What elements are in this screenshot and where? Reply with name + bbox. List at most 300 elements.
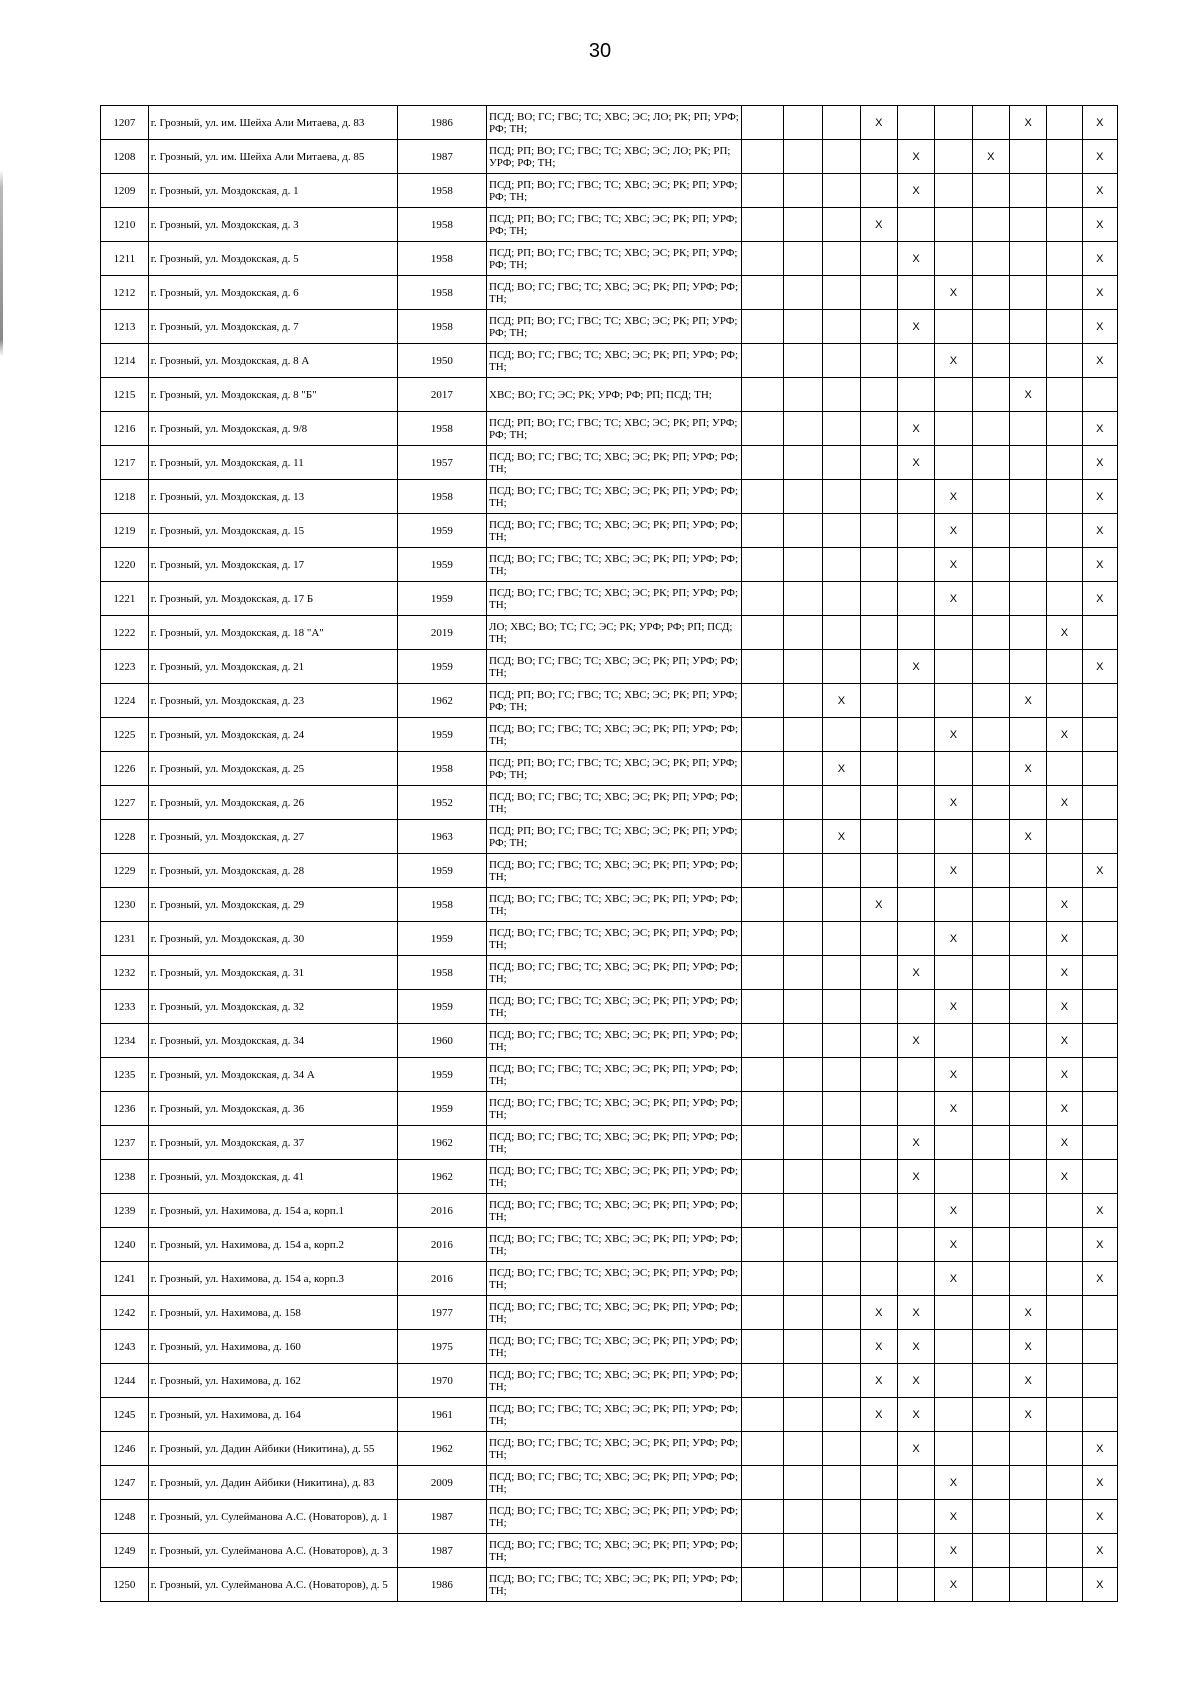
mark-cell: X [935,582,972,616]
mark-cell [972,888,1009,922]
mark-cell [783,140,822,174]
mark-cell: X [1047,888,1082,922]
mark-cell [742,1364,784,1398]
works-list-cell: ПСД; ВО; ГС; ГВС; ТС; ХВС; ЭС; РК; РП; УРФ; РФ; ТН; [487,1262,742,1296]
table-row [101,820,1118,854]
mark-cell [860,140,897,174]
mark-cell: X [972,140,1009,174]
mark-cell [935,412,972,446]
mark-cell [1047,1568,1082,1602]
mark-cell [860,1092,897,1126]
row-number: 1214 [101,344,149,378]
mark-cell [823,1194,860,1228]
mark-cell [783,616,822,650]
mark-cell: X [935,922,972,956]
mark-cell [1009,956,1046,990]
mark-cell [935,1024,972,1058]
mark-cell: X [860,208,897,242]
mark-cell: X [1082,1568,1117,1602]
mark-cell [1009,174,1046,208]
table-row [101,718,1118,752]
mark-cell [823,1568,860,1602]
scan-edge-shadow [0,0,3,1697]
mark-cell [783,310,822,344]
mark-cell [742,344,784,378]
works-list-cell: ПСД; РП; ВО; ГС; ГВС; ТС; ХВС; ЭС; РК; РП; УРФ; РФ; ТН; [487,310,742,344]
table-row [101,548,1118,582]
mark-cell: X [1009,684,1046,718]
year-cell: 1950 [397,344,486,378]
mark-cell [783,378,822,412]
mark-cell [972,1262,1009,1296]
mark-cell [897,1568,934,1602]
mark-cell [783,1262,822,1296]
mark-cell [783,1330,822,1364]
mark-cell: X [935,786,972,820]
mark-cell [935,1398,972,1432]
mark-cell [1009,1160,1046,1194]
mark-cell: X [1009,1330,1046,1364]
mark-cell: X [1047,922,1082,956]
mark-cell: X [1047,1092,1082,1126]
mark-cell [1009,888,1046,922]
mark-cell [897,1194,934,1228]
mark-cell [783,174,822,208]
table-row [101,582,1118,616]
mark-cell [935,208,972,242]
works-list-cell: ПСД; ВО; ГС; ГВС; ТС; ХВС; ЭС; РК; РП; УРФ; РФ; ТН; [487,786,742,820]
mark-cell [860,1058,897,1092]
mark-cell: X [1082,1194,1117,1228]
row-number: 1207 [101,106,149,140]
table-row [101,1534,1118,1568]
row-number: 1245 [101,1398,149,1432]
address-cell: г. Грозный, ул. Моздокская, д. 1 [148,174,397,208]
mark-cell: X [897,446,934,480]
table-row [101,242,1118,276]
mark-cell [823,650,860,684]
mark-cell [860,990,897,1024]
mark-cell [742,582,784,616]
row-number: 1208 [101,140,149,174]
works-list-cell: ПСД; ВО; ГС; ГВС; ТС; ХВС; ЭС; РК; РП; УРФ; РФ; ТН; [487,956,742,990]
address-cell: г. Грозный, ул. Моздокская, д. 15 [148,514,397,548]
mark-cell [1009,1500,1046,1534]
mark-cell [1009,1466,1046,1500]
mark-cell [823,1160,860,1194]
mark-cell [783,446,822,480]
row-number: 1215 [101,378,149,412]
mark-cell: X [935,514,972,548]
mark-cell [1082,1058,1117,1092]
mark-cell [972,174,1009,208]
mark-cell [1009,310,1046,344]
mark-cell [823,956,860,990]
mark-cell [972,1194,1009,1228]
mark-cell [823,1058,860,1092]
table-row [101,1126,1118,1160]
row-number: 1237 [101,1126,149,1160]
mark-cell [742,1534,784,1568]
mark-cell [1047,854,1082,888]
mark-cell [1009,1568,1046,1602]
mark-cell [1009,718,1046,752]
mark-cell [1082,1364,1117,1398]
mark-cell [783,480,822,514]
mark-cell [742,1330,784,1364]
mark-cell [972,854,1009,888]
mark-cell: X [935,276,972,310]
table-row [101,684,1118,718]
row-number: 1225 [101,718,149,752]
mark-cell [742,820,784,854]
mark-cell [823,344,860,378]
row-number: 1217 [101,446,149,480]
mark-cell [1047,242,1082,276]
row-number: 1242 [101,1296,149,1330]
mark-cell [1047,208,1082,242]
mark-cell [972,208,1009,242]
mark-cell: X [1047,786,1082,820]
address-cell: г. Грозный, ул. им. Шейха Али Митаева, д. 83 [148,106,397,140]
mark-cell [742,1126,784,1160]
table-row [101,1296,1118,1330]
mark-cell [783,1194,822,1228]
mark-cell [1047,752,1082,786]
mark-cell [783,1568,822,1602]
year-cell: 1959 [397,548,486,582]
mark-cell [823,276,860,310]
table-row [101,1330,1118,1364]
mark-cell [783,1092,822,1126]
mark-cell [1047,344,1082,378]
mark-cell [1047,582,1082,616]
mark-cell [1009,1058,1046,1092]
table-row [101,1500,1118,1534]
year-cell: 1958 [397,956,486,990]
mark-cell [897,1500,934,1534]
mark-cell [742,752,784,786]
mark-cell [860,480,897,514]
address-cell: г. Грозный, ул. Нахимова, д. 164 [148,1398,397,1432]
mark-cell [860,1126,897,1160]
mark-cell: X [935,854,972,888]
mark-cell: X [1082,1466,1117,1500]
mark-cell: X [935,1568,972,1602]
mark-cell: X [1082,276,1117,310]
table-row [101,344,1118,378]
mark-cell [742,1296,784,1330]
row-number: 1238 [101,1160,149,1194]
mark-cell [783,1534,822,1568]
mark-cell: X [1009,752,1046,786]
mark-cell: X [1009,1364,1046,1398]
mark-cell [783,956,822,990]
mark-cell [1082,888,1117,922]
mark-cell [897,514,934,548]
mark-cell: X [935,480,972,514]
works-list-cell: ПСД; РП; ВО; ГС; ГВС; ТС; ХВС; ЭС; РК; РП; УРФ; РФ; ТН; [487,174,742,208]
mark-cell [823,854,860,888]
mark-cell [783,1432,822,1466]
row-number: 1221 [101,582,149,616]
page-number: 30 [588,40,612,62]
mark-cell: X [1047,1126,1082,1160]
mark-cell [897,1466,934,1500]
mark-cell [742,242,784,276]
mark-cell [1009,582,1046,616]
mark-cell [1009,412,1046,446]
year-cell: 1957 [397,446,486,480]
housing-registry-table [100,105,1118,1602]
mark-cell: X [897,956,934,990]
row-number: 1243 [101,1330,149,1364]
works-list-cell: ПСД; ВО; ГС; ГВС; ТС; ХВС; ЭС; РК; РП; УРФ; РФ; ТН; [487,344,742,378]
mark-cell [1009,548,1046,582]
mark-cell [783,106,822,140]
mark-cell [972,582,1009,616]
mark-cell [1009,616,1046,650]
mark-cell [860,956,897,990]
mark-cell [783,820,822,854]
row-number: 1224 [101,684,149,718]
row-number: 1220 [101,548,149,582]
mark-cell [972,1466,1009,1500]
table-row [101,1024,1118,1058]
mark-cell [783,684,822,718]
mark-cell [972,1364,1009,1398]
mark-cell: X [1082,1262,1117,1296]
table-row [101,174,1118,208]
mark-cell [1047,1534,1082,1568]
mark-cell [1047,684,1082,718]
mark-cell [1009,242,1046,276]
mark-cell [860,1568,897,1602]
mark-cell [1009,1024,1046,1058]
works-list-cell: ПСД; ВО; ГС; ГВС; ТС; ХВС; ЭС; РК; РП; УРФ; РФ; ТН; [487,548,742,582]
table-row [101,1432,1118,1466]
mark-cell [860,1194,897,1228]
mark-cell: X [1047,1160,1082,1194]
mark-cell [823,1024,860,1058]
address-cell: г. Грозный, ул. Моздокская, д. 32 [148,990,397,1024]
mark-cell [972,242,1009,276]
mark-cell [1047,1262,1082,1296]
table-row [101,378,1118,412]
address-cell: г. Грозный, ул. Моздокская, д. 7 [148,310,397,344]
table-row [101,412,1118,446]
address-cell: г. Грозный, ул. Моздокская, д. 28 [148,854,397,888]
mark-cell [860,514,897,548]
mark-cell: X [860,1296,897,1330]
mark-cell [1047,1194,1082,1228]
mark-cell [860,1024,897,1058]
address-cell: г. Грозный, ул. Нахимова, д. 154 а, корп.3 [148,1262,397,1296]
mark-cell [1082,1398,1117,1432]
mark-cell [1047,480,1082,514]
mark-cell [823,1534,860,1568]
year-cell: 1962 [397,1432,486,1466]
mark-cell [1047,378,1082,412]
mark-cell: X [1082,1500,1117,1534]
mark-cell [1047,1330,1082,1364]
mark-cell: X [1082,344,1117,378]
year-cell: 1958 [397,276,486,310]
mark-cell [783,582,822,616]
mark-cell [742,106,784,140]
mark-cell [972,922,1009,956]
mark-cell: X [897,1160,934,1194]
mark-cell [1047,106,1082,140]
mark-cell [972,1568,1009,1602]
mark-cell: X [823,820,860,854]
mark-cell: X [935,1262,972,1296]
mark-cell [823,990,860,1024]
mark-cell: X [897,1432,934,1466]
works-list-cell: ПСД; ВО; ГС; ГВС; ТС; ХВС; ЭС; РК; РП; УРФ; РФ; ТН; [487,888,742,922]
mark-cell [742,1398,784,1432]
table-row [101,1262,1118,1296]
mark-cell [823,1296,860,1330]
mark-cell [897,106,934,140]
mark-cell: X [1082,650,1117,684]
mark-cell: X [897,1398,934,1432]
mark-cell: X [1047,718,1082,752]
mark-cell [897,1092,934,1126]
row-number: 1209 [101,174,149,208]
mark-cell [935,378,972,412]
year-cell: 2009 [397,1466,486,1500]
table-row [101,888,1118,922]
mark-cell [897,1262,934,1296]
mark-cell [972,786,1009,820]
row-number: 1249 [101,1534,149,1568]
address-cell: г. Грозный, ул. Моздокская, д. 8 "Б" [148,378,397,412]
mark-cell [1047,1500,1082,1534]
mark-cell [1009,208,1046,242]
mark-cell: X [1082,1534,1117,1568]
address-cell: г. Грозный, ул. Моздокская, д. 24 [148,718,397,752]
mark-cell [935,956,972,990]
year-cell: 1958 [397,412,486,446]
mark-cell: X [1082,174,1117,208]
year-cell: 1977 [397,1296,486,1330]
mark-cell [897,582,934,616]
mark-cell: X [935,548,972,582]
mark-cell: X [1082,854,1117,888]
year-cell: 1959 [397,922,486,956]
works-list-cell: ПСД; РП; ВО; ГС; ГВС; ТС; ХВС; ЭС; РК; РП; УРФ; РФ; ТН; [487,412,742,446]
row-number: 1218 [101,480,149,514]
mark-cell [1047,1364,1082,1398]
mark-cell [897,752,934,786]
mark-cell [783,276,822,310]
mark-cell [860,684,897,718]
mark-cell [783,1058,822,1092]
year-cell: 1959 [397,854,486,888]
address-cell: г. Грозный, ул. Моздокская, д. 27 [148,820,397,854]
row-number: 1229 [101,854,149,888]
mark-cell [823,412,860,446]
mark-cell: X [897,174,934,208]
mark-cell: X [1047,616,1082,650]
year-cell: 1987 [397,140,486,174]
year-cell: 1959 [397,1058,486,1092]
mark-cell [742,786,784,820]
mark-cell [823,480,860,514]
year-cell: 1986 [397,106,486,140]
mark-cell [1082,786,1117,820]
mark-cell: X [1009,1296,1046,1330]
mark-cell [972,1160,1009,1194]
mark-cell [823,446,860,480]
address-cell: г. Грозный, ул. Моздокская, д. 11 [148,446,397,480]
mark-cell [1082,1126,1117,1160]
address-cell: г. Грозный, ул. Моздокская, д. 26 [148,786,397,820]
mark-cell [823,242,860,276]
table-row [101,616,1118,650]
mark-cell [935,616,972,650]
mark-cell [1082,752,1117,786]
mark-cell [935,446,972,480]
row-number: 1227 [101,786,149,820]
mark-cell [972,752,1009,786]
row-number: 1233 [101,990,149,1024]
mark-cell [935,1126,972,1160]
works-list-cell: ПСД; ВО; ГС; ГВС; ТС; ХВС; ЭС; РК; РП; УРФ; РФ; ТН; [487,446,742,480]
address-cell: г. Грозный, ул. Моздокская, д. 18 "А" [148,616,397,650]
mark-cell: X [897,1330,934,1364]
works-list-cell: ПСД; ВО; ГС; ГВС; ТС; ХВС; ЭС; РК; РП; УРФ; РФ; ТН; [487,582,742,616]
year-cell: 1959 [397,650,486,684]
mark-cell [783,514,822,548]
mark-cell [823,378,860,412]
mark-cell [860,1262,897,1296]
mark-cell [1082,718,1117,752]
mark-cell [783,786,822,820]
mark-cell: X [935,1058,972,1092]
mark-cell: X [897,140,934,174]
mark-cell [1082,820,1117,854]
row-number: 1219 [101,514,149,548]
mark-cell [1047,1398,1082,1432]
table-row [101,922,1118,956]
mark-cell [972,412,1009,446]
mark-cell [1082,1296,1117,1330]
works-list-cell: ПСД; ВО; ГС; ГВС; ТС; ХВС; ЭС; РК; РП; УРФ; РФ; ТН; [487,854,742,888]
mark-cell [1009,1228,1046,1262]
year-cell: 1952 [397,786,486,820]
works-list-cell: ПСД; ВО; ГС; ГВС; ТС; ХВС; ЭС; РК; РП; УРФ; РФ; ТН; [487,1500,742,1534]
address-cell: г. Грозный, ул. Моздокская, д. 34 А [148,1058,397,1092]
row-number: 1213 [101,310,149,344]
table-row [101,854,1118,888]
mark-cell [972,616,1009,650]
mark-cell [860,922,897,956]
mark-cell [742,1500,784,1534]
mark-cell [897,208,934,242]
mark-cell [783,208,822,242]
address-cell: г. Грозный, ул. Моздокская, д. 37 [148,1126,397,1160]
address-cell: г. Грозный, ул. Моздокская, д. 9/8 [148,412,397,446]
works-list-cell: ПСД; ВО; ГС; ГВС; ТС; ХВС; ЭС; РК; РП; УРФ; РФ; ТН; [487,1160,742,1194]
mark-cell [783,412,822,446]
mark-cell: X [935,718,972,752]
mark-cell [823,1330,860,1364]
row-number: 1234 [101,1024,149,1058]
mark-cell: X [935,990,972,1024]
mark-cell [783,922,822,956]
